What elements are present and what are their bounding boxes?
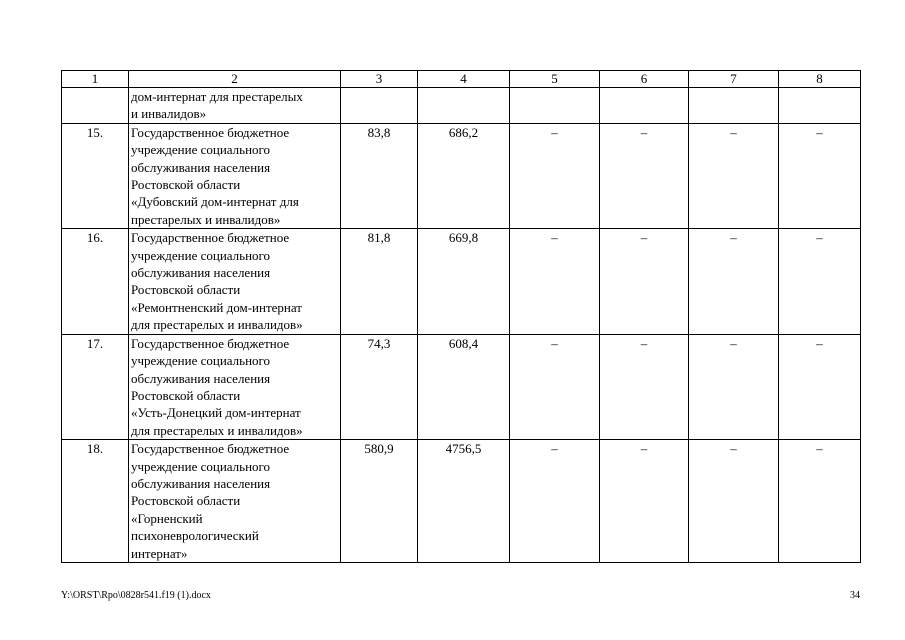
value-cell: 81,8 bbox=[341, 229, 418, 334]
value-cell: 74,3 bbox=[341, 334, 418, 439]
value-cell: – bbox=[779, 229, 861, 334]
column-header: 7 bbox=[689, 71, 779, 88]
value-cell: 83,8 bbox=[341, 123, 418, 228]
value-cell: – bbox=[689, 334, 779, 439]
table-row bbox=[62, 123, 861, 228]
value-cell: 608,4 bbox=[418, 334, 510, 439]
value-cell: – bbox=[600, 440, 689, 563]
value-cell: – bbox=[510, 440, 600, 563]
value-cell: 686,2 bbox=[418, 123, 510, 228]
institution-name-cell: Государственное бюджетное учреждение социального обслуживания населения Ростовской области «Горненский психоневрологический интернат» bbox=[129, 440, 341, 563]
value-cell: – bbox=[689, 440, 779, 563]
value-cell bbox=[779, 88, 861, 124]
table-row bbox=[62, 440, 861, 563]
column-header: 3 bbox=[341, 71, 418, 88]
column-header: 4 bbox=[418, 71, 510, 88]
institution-name-cell: Государственное бюджетное учреждение социального обслуживания населения Ростовской области «Ремонтненский дом-интернат для престарелых и инвалидов» bbox=[129, 229, 341, 334]
table-body bbox=[62, 71, 861, 563]
value-cell bbox=[600, 88, 689, 124]
column-header: 1 bbox=[62, 71, 129, 88]
table-row bbox=[62, 334, 861, 439]
value-cell bbox=[510, 88, 600, 124]
row-number-cell: 17. bbox=[62, 334, 129, 439]
column-header: 6 bbox=[600, 71, 689, 88]
column-header: 5 bbox=[510, 71, 600, 88]
value-cell: – bbox=[779, 334, 861, 439]
value-cell: 669,8 bbox=[418, 229, 510, 334]
row-number-cell: 18. bbox=[62, 440, 129, 563]
value-cell bbox=[418, 88, 510, 124]
row-number-cell bbox=[62, 88, 129, 124]
value-cell: – bbox=[510, 334, 600, 439]
institution-name-cell: дом-интернат для престарелых и инвалидов» bbox=[129, 88, 341, 124]
value-cell: – bbox=[600, 229, 689, 334]
institution-name-cell: Государственное бюджетное учреждение социального обслуживания населения Ростовской области «Усть-Донецкий дом-интернат для престарелых и инвалидов» bbox=[129, 334, 341, 439]
column-header: 8 bbox=[779, 71, 861, 88]
value-cell bbox=[689, 88, 779, 124]
table-row bbox=[62, 229, 861, 334]
column-header: 2 bbox=[129, 71, 341, 88]
value-cell: 580,9 bbox=[341, 440, 418, 563]
value-cell: – bbox=[779, 440, 861, 563]
row-number-cell: 15. bbox=[62, 123, 129, 228]
footer-file-path: Y:\ORST\Rpo\0828r541.f19 (1).docx bbox=[61, 590, 211, 601]
value-cell: – bbox=[600, 123, 689, 228]
page-number: 34 bbox=[850, 590, 860, 601]
value-cell bbox=[341, 88, 418, 124]
value-cell: – bbox=[600, 334, 689, 439]
value-cell: 4756,5 bbox=[418, 440, 510, 563]
institution-name-cell: Государственное бюджетное учреждение социального обслуживания населения Ростовской области «Дубовский дом-интернат для престарелых и инвалидов» bbox=[129, 123, 341, 228]
value-cell: – bbox=[689, 123, 779, 228]
value-cell: – bbox=[689, 229, 779, 334]
budget-table bbox=[61, 70, 861, 563]
value-cell: – bbox=[510, 123, 600, 228]
table-row-continuation bbox=[62, 88, 861, 124]
row-number-cell: 16. bbox=[62, 229, 129, 334]
value-cell: – bbox=[510, 229, 600, 334]
table-header-row bbox=[62, 71, 861, 88]
value-cell: – bbox=[779, 123, 861, 228]
